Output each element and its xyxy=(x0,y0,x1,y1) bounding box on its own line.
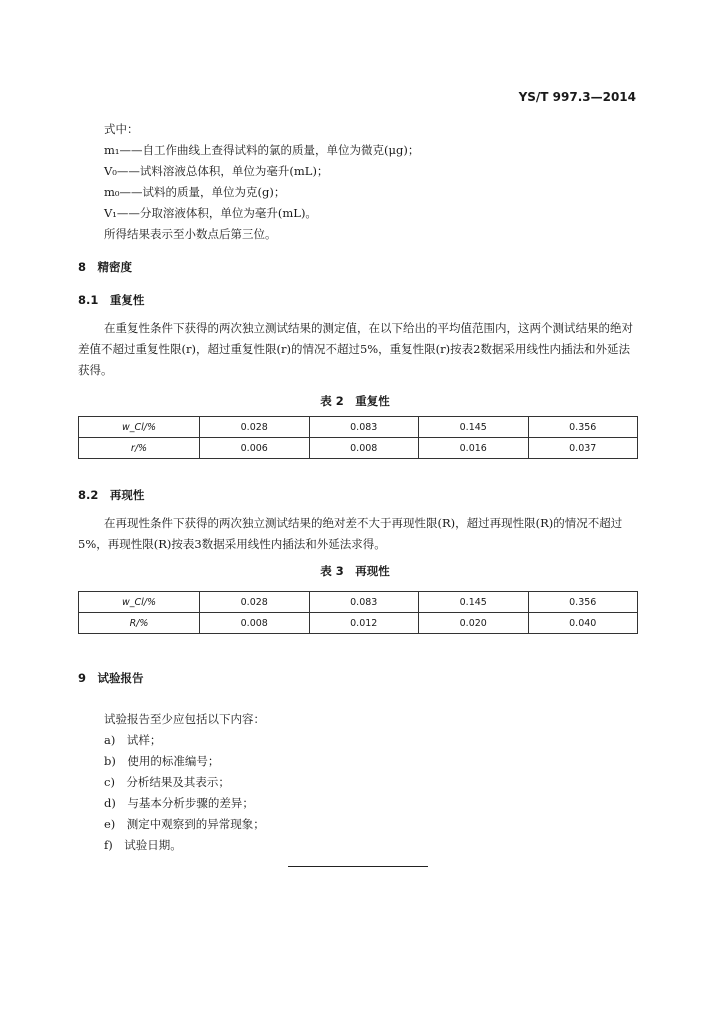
table-cell: 0.356 xyxy=(528,592,638,613)
list-item: a) 试样； xyxy=(104,733,162,747)
table-cell: 0.020 xyxy=(419,613,529,634)
table-cell: 0.006 xyxy=(200,438,310,459)
table-cell: 0.012 xyxy=(309,613,419,634)
section-8-2-title: 8.2 再现性 xyxy=(78,488,145,502)
section-8-2-text: 在再现性条件下获得的两次独立测试结果的绝对差不大于再现性限(R)，超过再现性限(R)的情况不超过5%，再现性限(R)按表3数据采用线性内插法和外延法求得。 xyxy=(78,516,623,551)
formula-note-m0: m₀——试料的质量，单位为克(g)； xyxy=(104,185,286,199)
table-cell: 0.016 xyxy=(419,438,529,459)
table-3-caption: 表 3 再现性 xyxy=(320,564,390,578)
table-row xyxy=(79,417,638,438)
formula-note-m1: m₁——自工作曲线上查得试料的氯的质量，单位为微克(μg)； xyxy=(104,143,420,157)
table-row xyxy=(79,613,638,634)
table-cell: 0.008 xyxy=(309,438,419,459)
table-cell: 0.145 xyxy=(419,592,529,613)
formula-note-v1: V₁——分取溶液体积，单位为毫升(mL)。 xyxy=(104,206,317,220)
end-rule xyxy=(288,866,428,867)
table-row xyxy=(79,438,638,459)
table-row xyxy=(79,592,638,613)
table-cell: 0.028 xyxy=(200,592,310,613)
list-item: e) 测定中观察到的异常现象； xyxy=(104,817,265,831)
table-cell-label: r/% xyxy=(79,438,200,459)
table-cell: 0.037 xyxy=(528,438,638,459)
list-item: d) 与基本分析步骤的差异； xyxy=(104,796,254,810)
formula-notes-lead: 式中： xyxy=(104,122,139,136)
formula-note-precision: 所得结果表示至小数点后第三位。 xyxy=(104,227,277,241)
standard-id: YS/T 997.3—2014 xyxy=(518,90,636,104)
table-cell: 0.008 xyxy=(200,613,310,634)
table-cell: 0.040 xyxy=(528,613,638,634)
table-cell: 0.083 xyxy=(309,592,419,613)
list-item: f) 试验日期。 xyxy=(104,838,182,852)
table-cell: 0.356 xyxy=(528,417,638,438)
table-2 xyxy=(78,416,638,459)
formula-note-v0: V₀——试料溶液总体积，单位为毫升(mL)； xyxy=(104,164,329,178)
table-2-caption: 表 2 重复性 xyxy=(320,394,390,408)
table-cell: 0.028 xyxy=(200,417,310,438)
section-8-1-title: 8.1 重复性 xyxy=(78,293,145,307)
section-8-1-text: 在重复性条件下获得的两次独立测试结果的测定值，在以下给出的平均值范围内，这两个测试结果的绝对差值不超过重复性限(r)，超过重复性限(r)的情况不超过5%，重复性限(r)按表2数据采用线性内插法和外延法获得。 xyxy=(78,321,633,377)
table-cell: 0.145 xyxy=(419,417,529,438)
table-cell: 0.083 xyxy=(309,417,419,438)
list-item: b) 使用的标准编号； xyxy=(104,754,220,768)
section-9-intro: 试验报告至少应包括以下内容： xyxy=(104,712,265,726)
table-cell-label: w_Cl/% xyxy=(79,592,200,613)
table-cell-label: R/% xyxy=(79,613,200,634)
table-cell-label: w_Cl/% xyxy=(79,417,200,438)
section-8-title: 8 精密度 xyxy=(78,260,133,274)
list-item: c) 分析结果及其表示； xyxy=(104,775,230,789)
table-3 xyxy=(78,591,638,634)
section-9-title: 9 试验报告 xyxy=(78,671,144,685)
